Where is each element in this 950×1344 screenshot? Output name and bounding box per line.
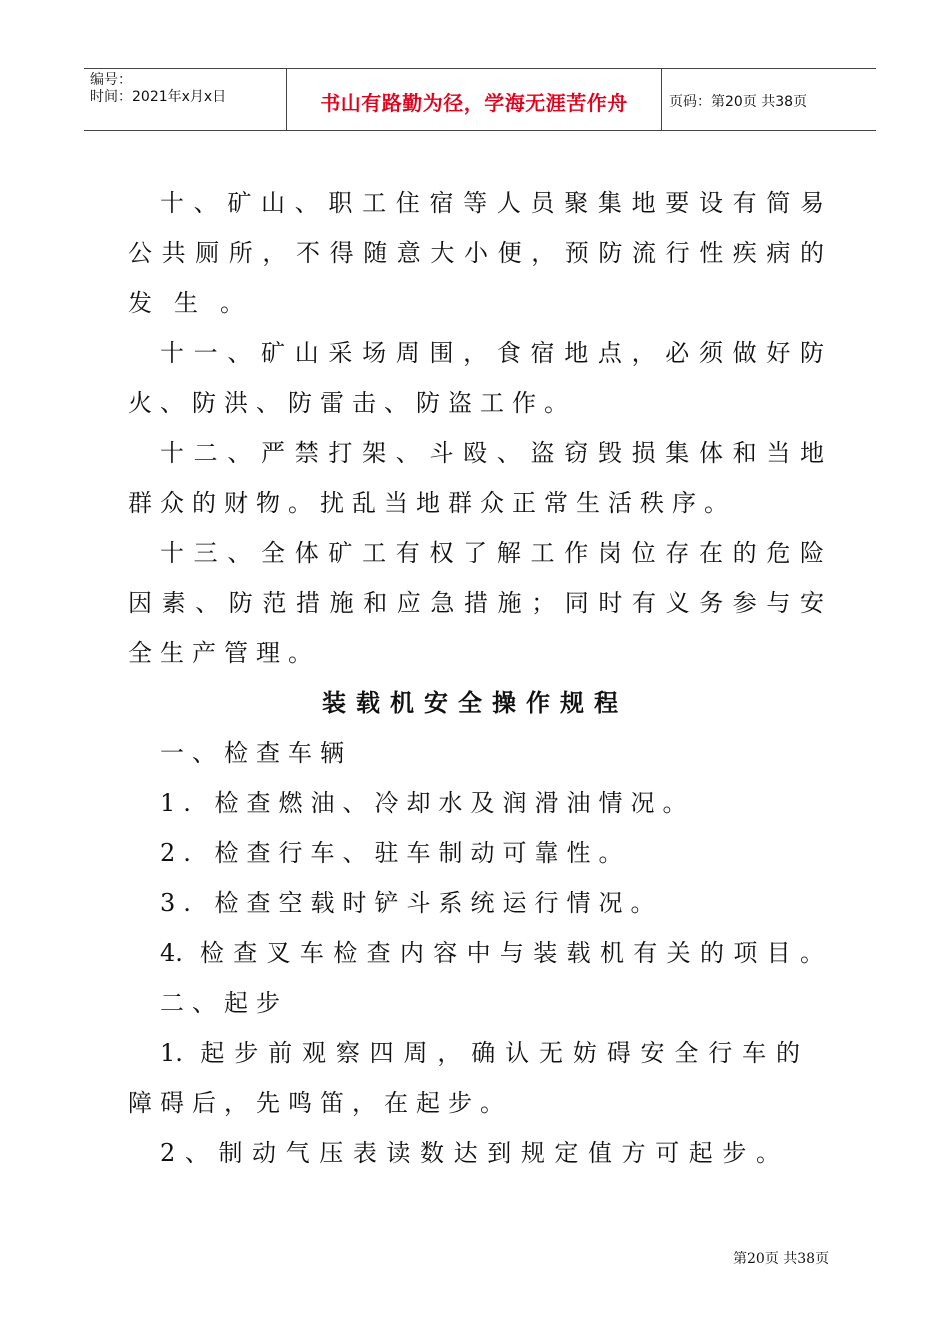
header-page-number: 页码：第20页 共38页 bbox=[669, 94, 808, 110]
header-motto: 书山有路勤为径，学海无涯苦作舟 bbox=[320, 91, 628, 115]
paragraph-10-line-1: 十、矿山、职工住宿等人员聚集地要设有简易 bbox=[160, 189, 824, 217]
document-number-label: 编号： bbox=[90, 72, 132, 88]
paragraph-11-line-1: 十一、矿山采场周围，食宿地点，必须做好防 bbox=[160, 339, 824, 367]
paragraph-11-line-2: 火、防洪、防雷击、防盗工作。 bbox=[128, 389, 576, 417]
section-1-item-3: 3. 检查空载时铲斗系统运行情况。 bbox=[160, 889, 663, 917]
section-1-item-1: 1. 检查燃油、冷却水及润滑油情况。 bbox=[160, 789, 695, 817]
paragraph-13-line-2: 因素、防范措施和应急措施；同时有义务参与安 bbox=[128, 589, 824, 617]
section-2-item-1-line-1: 1. 起步前观察四周，确认无妨碍安全行车的 bbox=[160, 1039, 800, 1067]
section-1-item-4: 4. 检查叉车检查内容中与装载机有关的项目。 bbox=[160, 939, 824, 967]
section-1-item-2: 2. 检查行车、驻车制动可靠性。 bbox=[160, 839, 631, 867]
paragraph-13-line-3: 全生产管理。 bbox=[128, 639, 320, 667]
header-motto-cell bbox=[286, 69, 662, 130]
section-title: 装载机安全操作规程 bbox=[322, 689, 628, 717]
header-meta-cell bbox=[84, 69, 286, 130]
footer-page-number: 第20页 共38页 bbox=[733, 1251, 830, 1267]
paragraph-10-line-2: 公共厕所，不得随意大小便，预防流行性疾病的 bbox=[128, 239, 824, 267]
paragraph-12-line-1: 十二、严禁打架、斗殴、盗窃毁损集体和当地 bbox=[160, 439, 824, 467]
document-time-label: 时间：2021年x月x日 bbox=[90, 89, 227, 105]
section-1-heading: 一、检查车辆 bbox=[160, 739, 352, 767]
section-2-item-2: 2、制动气压表读数达到规定值方可起步。 bbox=[160, 1139, 780, 1167]
header-page-cell bbox=[661, 69, 876, 130]
paragraph-12-line-2: 群众的财物。扰乱当地群众正常生活秩序。 bbox=[128, 489, 736, 517]
paragraph-13-line-1: 十三、全体矿工有权了解工作岗位存在的危险 bbox=[160, 539, 824, 567]
section-2-heading: 二、起步 bbox=[160, 989, 288, 1017]
page-header bbox=[84, 68, 876, 131]
paragraph-10-line-3: 发生。 bbox=[128, 289, 266, 317]
section-2-item-1-line-2: 障碍后，先鸣笛，在起步。 bbox=[128, 1089, 512, 1117]
